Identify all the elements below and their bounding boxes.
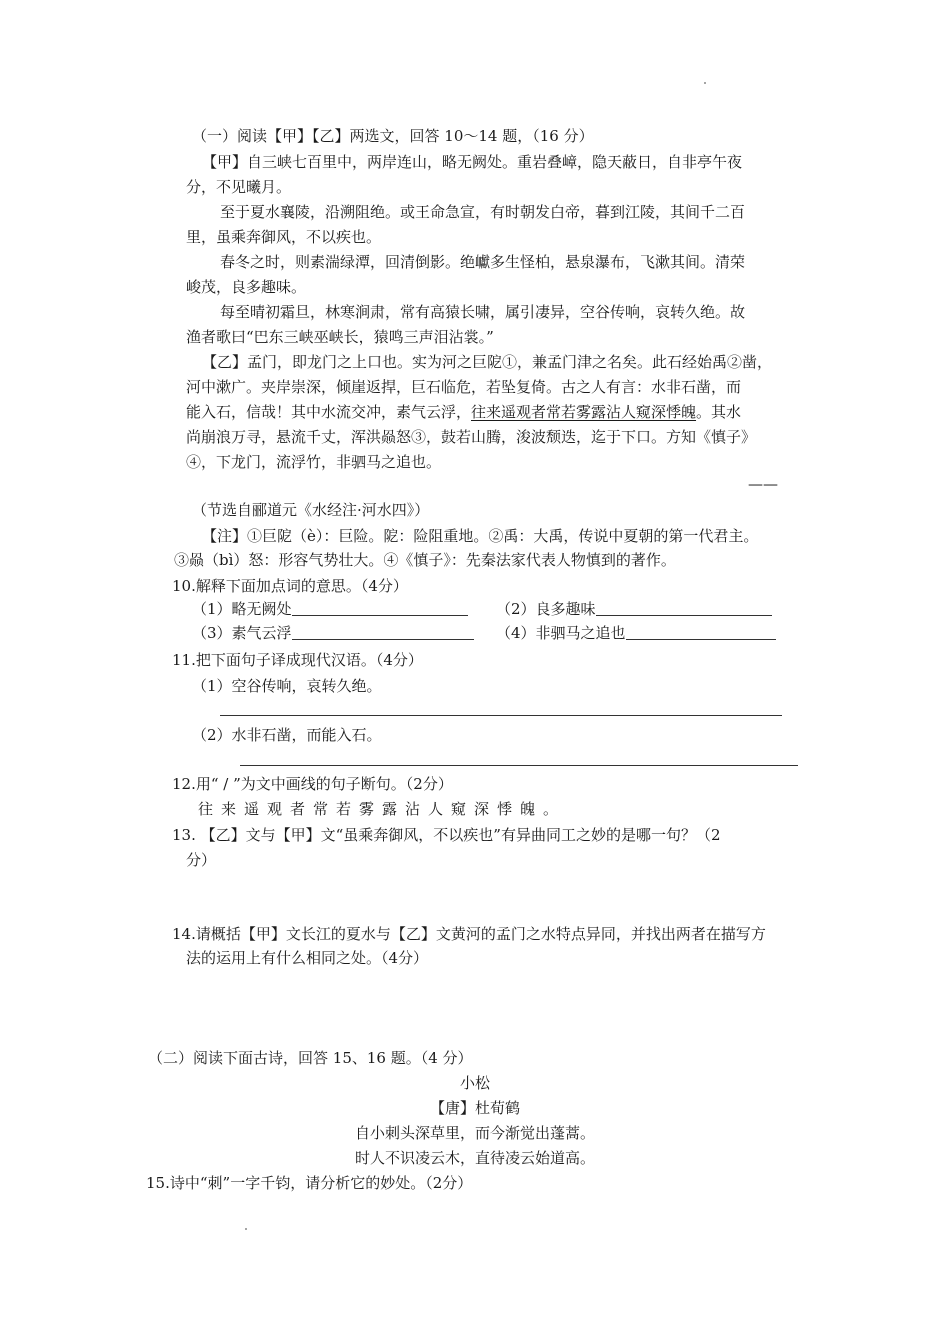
question-15: 15.诗中“刺”一字千钧，请分析它的妙处。（2分） [146,1174,473,1192]
item-label: （3）素气云浮 [192,624,292,642]
passage-yi-text: 。其水 [696,403,742,421]
passage-jia-line: 春冬之时，则素湍绿潭，回清倒影。绝巘多生怪柏，悬泉瀑布，飞漱其间。清荣 [220,253,746,271]
passage-yi-line: ④，下龙门，流浮竹，非驷马之追也。 [186,453,442,471]
item-label: （4）非驷马之追也 [496,624,626,642]
passage-jia-line: 里，虽乘奔御风，不以疾也。 [186,228,382,246]
passage-jia-line: 【甲】自三峡七百里中，两岸连山，略无阙处。重岩叠嶂，隐天蔽日，自非亭午夜 [202,153,743,171]
source-citation: （节选自郦道元《水经注·河水四》） [192,501,430,519]
answer-blank[interactable] [596,599,772,616]
section2-heading: （二）阅读下面古诗，回答 15、16 题。（4 分） [148,1049,473,1067]
dash-mark: —— [748,475,778,493]
scan-speck [704,82,706,84]
item-label: （1）略无阙处 [192,600,292,618]
question-14-line: 14.请概括【甲】文长江的夏水与【乙】文黄河的孟门之水特点异同，并找出两者在描写方 [172,925,766,943]
question-11-title: 11.把下面句子译成现代汉语。（4分） [172,651,423,669]
passage-jia-line: 分，不见曦月。 [186,178,292,196]
passage-jia-line: 每至晴初霜旦，林寒涧肃，常有高猿长啸，属引凄异，空谷传响，哀转久绝。故 [220,303,746,321]
note-line: 【注】①巨阸（è）：巨险。阸：险阻重地。②禹：大禹，传说中夏朝的第一代君主。 [202,527,759,545]
answer-line[interactable] [220,715,782,716]
question-10-item [192,623,474,643]
question-11-item: （2）水非石凿，而能入石。 [192,726,382,744]
passage-yi-text: 能入石，信哉！其中水流交冲，素气云浮， [186,403,472,421]
answer-blank[interactable] [292,623,474,640]
section1-heading: （一）阅读【甲】【乙】两选文，回答 10～14 题，（16 分） [192,127,594,145]
item-label: （2）良多趣味 [496,600,596,618]
note-line: ③赑（bì）怒：形容气势壮大。④《慎子》：先秦法家代表人物慎到的著作。 [174,551,676,569]
passage-yi-line: 【乙】孟门，即龙门之上口也。实为河之巨阸①，兼孟门津之名矣。此石经始禹②凿， [202,353,773,371]
answer-blank[interactable] [292,599,468,616]
passage-jia-line: 峻茂，良多趣味。 [186,278,307,296]
passage-yi-line: 尚崩浪万寻，悬流千丈，浑洪赑怒③，鼓若山腾，浚波颓迭，迄于下口。方知《慎子》 [186,428,757,446]
question-12-sentence: 往来遥观者常若雾露沾人窥深悸魄。 [198,800,567,818]
poem-author: 【唐】杜荀鹤 [429,1099,520,1117]
underlined-sentence: 往来遥观者常若雾露沾人窥深悸魄 [471,403,697,421]
passage-yi-line [186,402,741,422]
answer-blank[interactable] [626,623,776,640]
question-13-line: 分） [186,851,217,869]
poem-title: 小松 [459,1074,490,1092]
question-12-title: 12.用“ / ”为文中画线的句子断句。（2分） [172,775,453,793]
answer-line[interactable] [240,765,798,766]
poem-line: 时人不识凌云木，直待凌云始道高。 [354,1149,595,1167]
question-10-item [192,599,468,619]
question-10-item [496,623,776,643]
question-10-item [496,599,772,619]
question-11-item: （1）空谷传响，哀转久绝。 [192,677,382,695]
question-14-line: 法的运用上有什么相同之处。（4分） [186,949,429,967]
poem-line: 自小刺头深草里，而今渐觉出蓬蒿。 [354,1124,595,1142]
passage-yi-line: 河中漱广。夹岸崇深，倾崖返捍，巨石临危，若坠复倚。古之人有言：水非石凿，而 [186,378,742,396]
question-10-title: 10.解释下面加点词的意思。（4分） [172,577,408,595]
passage-jia-line: 渔者歌曰“巴东三峡巫峡长，猿鸣三声泪沾裳。” [186,328,494,346]
passage-jia-line: 至于夏水襄陵，沿溯阻绝。或王命急宣，有时朝发白帝，暮到江陵，其间千二百 [220,203,746,221]
scan-speck [245,1228,247,1230]
question-13-line: 13. 【乙】文与【甲】文“虽乘奔御风，不以疾也”有异曲同工之妙的是哪一句？（2 [172,826,721,844]
